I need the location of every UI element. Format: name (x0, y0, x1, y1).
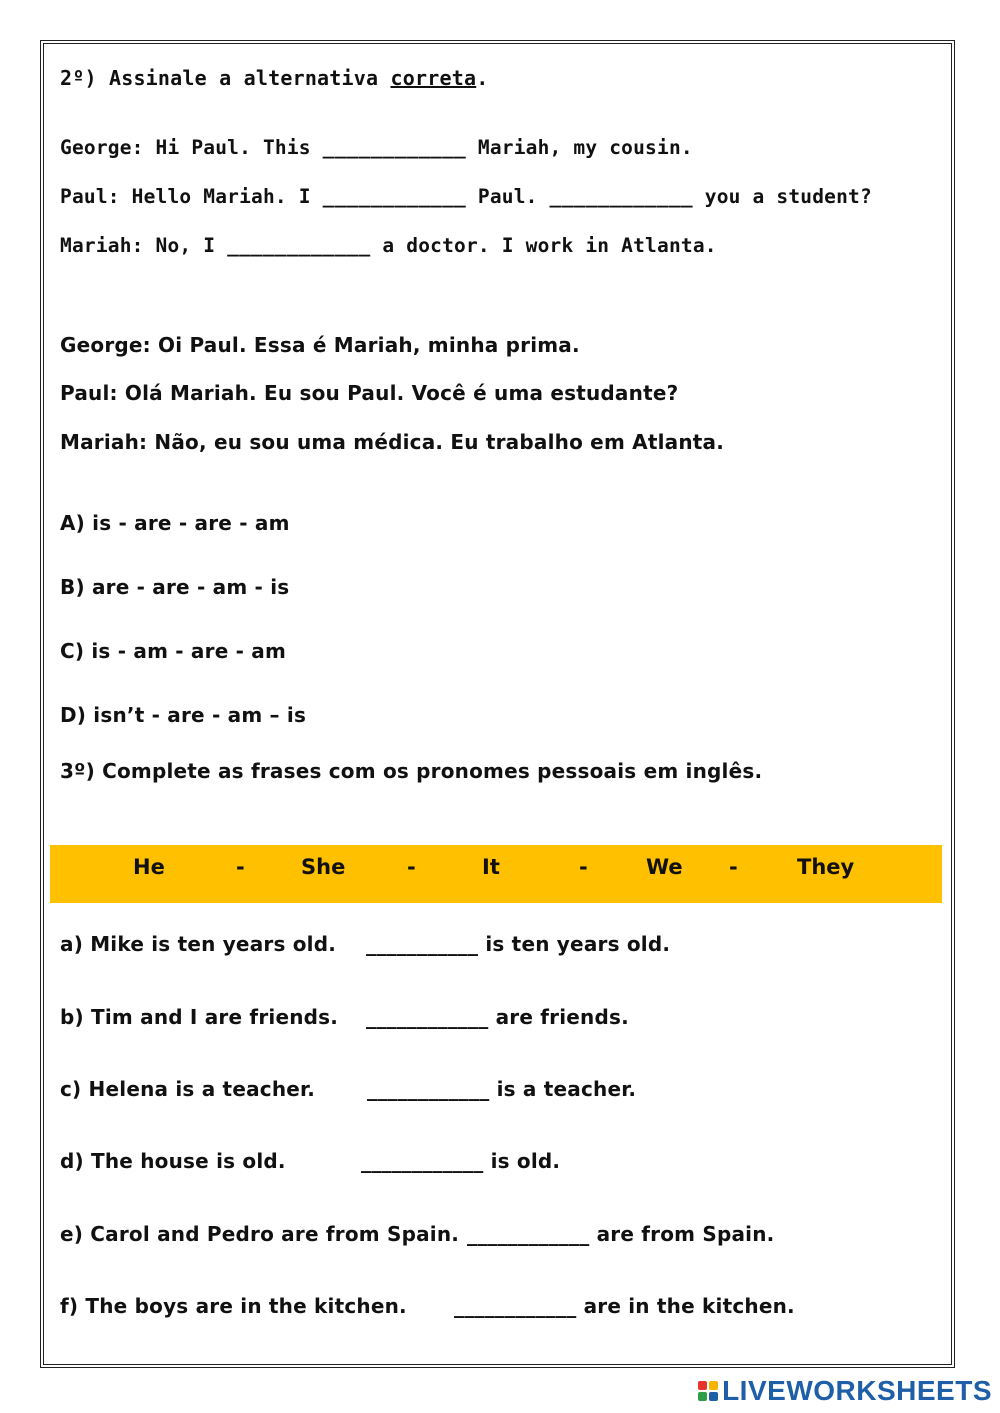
sentence-prompt: a) Mike is ten years old. (60, 932, 337, 956)
sentence-prompt: f) The boys are in the kitchen. (60, 1294, 407, 1318)
pronoun-it: It (482, 855, 500, 879)
pronoun-separator: - (579, 855, 588, 879)
q2-title-keyword: correta (390, 66, 477, 90)
q2-option-a[interactable]: A) is - are - are - am (60, 511, 290, 535)
pronoun-they: They (797, 855, 855, 879)
pronoun-he: He (133, 855, 165, 879)
dialog-en-line: Mariah: No, I ____________ a doctor. I work in Atlanta. (60, 234, 717, 257)
q2-option-b[interactable]: B) are - are - am - is (60, 575, 290, 599)
sentence-answer-field[interactable]: ____________ are friends. (366, 1005, 629, 1029)
pronoun-separator: - (236, 855, 245, 879)
brand-name: LIVEWORKSHEETS (722, 1375, 992, 1406)
sentence-prompt: b) Tim and I are friends. (60, 1005, 339, 1029)
dialog-pt-line: George: Oi Paul. Essa é Mariah, minha prima. (60, 333, 580, 357)
pronoun-she: She (301, 855, 346, 879)
dialog-en-line: Paul: Hello Mariah. I ____________ Paul. ____________ you a student? (60, 185, 872, 208)
q2-title-prefix: 2º) Assinale a alternativa (60, 66, 391, 90)
pronoun-separator: - (407, 855, 416, 879)
sentence-answer-field[interactable]: ____________ are from Spain. (467, 1222, 775, 1246)
q2-option-c[interactable]: C) is - am - are - am (60, 639, 287, 663)
sentence-prompt: c) Helena is a teacher. (60, 1077, 316, 1101)
pronoun-separator: - (729, 855, 738, 879)
sentence-answer-field[interactable]: ____________ is old. (361, 1149, 561, 1173)
liveworksheets-logo-icon (698, 1381, 718, 1401)
sentence-prompt: e) Carol and Pedro are from Spain. (60, 1222, 460, 1246)
sentence-answer-field[interactable]: ___________ is ten years old. (366, 932, 671, 956)
liveworksheets-brand[interactable] (698, 1375, 992, 1407)
q2-title (60, 66, 488, 90)
q2-option-d[interactable]: D) isn’t - are - am – is (60, 703, 307, 727)
q2-title-suffix: . (476, 66, 489, 90)
dialog-en-line: George: Hi Paul. This ____________ Mariah, my cousin. (60, 136, 693, 159)
sentence-answer-field[interactable]: ____________ is a teacher. (367, 1077, 637, 1101)
q3-title: 3º) Complete as frases com os pronomes pessoais em inglês. (60, 759, 763, 783)
dialog-pt-line: Mariah: Não, eu sou uma médica. Eu trabalho em Atlanta. (60, 430, 725, 454)
sentence-answer-field[interactable]: ____________ are in the kitchen. (454, 1294, 795, 1318)
sentence-prompt: d) The house is old. (60, 1149, 286, 1173)
pronoun-we: We (646, 855, 683, 879)
dialog-pt-line: Paul: Olá Mariah. Eu sou Paul. Você é uma estudante? (60, 381, 679, 405)
